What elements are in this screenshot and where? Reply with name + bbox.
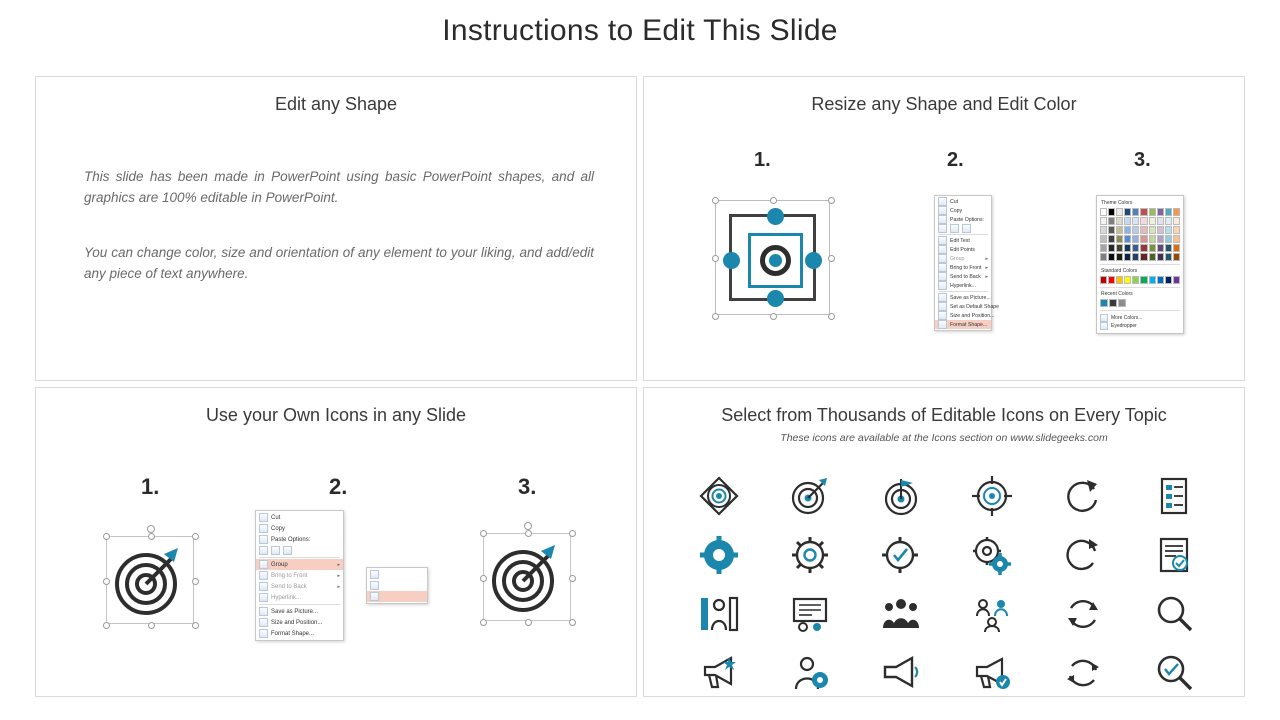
selection-handle[interactable] xyxy=(712,197,719,204)
copy-icon xyxy=(938,206,947,215)
color-swatch[interactable] xyxy=(1100,208,1107,216)
chevron-right-icon: ▸ xyxy=(337,572,340,579)
selection-handle[interactable] xyxy=(828,255,835,262)
color-swatch[interactable] xyxy=(1116,226,1123,234)
selection-bounding-box xyxy=(483,533,571,621)
paste-option-buttons[interactable] xyxy=(935,224,991,233)
standard-swatch-row[interactable] xyxy=(1100,276,1180,284)
edit-text-icon xyxy=(938,236,947,245)
menu-item-paste-options[interactable] xyxy=(256,534,343,545)
selection-handle[interactable] xyxy=(525,530,532,537)
color-swatch[interactable] xyxy=(1157,226,1164,234)
menu-item-label: Bring to Front xyxy=(271,572,308,579)
color-swatch[interactable] xyxy=(1124,253,1131,261)
recent-swatch-row[interactable] xyxy=(1100,299,1180,307)
color-swatch[interactable] xyxy=(1109,299,1117,307)
gear-solid-icon[interactable] xyxy=(697,533,741,577)
color-swatch[interactable] xyxy=(1108,226,1115,234)
refresh-cycle-icon[interactable] xyxy=(1061,651,1105,695)
panel-title-edit-shape: Edit any Shape xyxy=(274,94,398,114)
paste-option-icon xyxy=(271,546,280,555)
color-swatch[interactable] xyxy=(1116,276,1123,284)
paste-option-icon xyxy=(259,546,268,555)
menu-item-label: Format Shape... xyxy=(950,321,988,328)
eyedropper-label: Eyedropper xyxy=(1111,323,1137,329)
own-icons-step-2-number: 2. xyxy=(329,474,348,499)
selection-handle[interactable] xyxy=(569,530,576,537)
color-swatch[interactable] xyxy=(1157,244,1164,252)
menu-item-format-shape[interactable] xyxy=(256,628,343,639)
chevron-right-icon: ▸ xyxy=(337,561,340,568)
color-swatch[interactable] xyxy=(1165,253,1172,261)
selection-handle[interactable] xyxy=(480,530,487,537)
submenu-item-regroup[interactable] xyxy=(367,580,427,591)
menu-item-group[interactable] xyxy=(935,254,991,263)
menu-item-label: Cut xyxy=(271,514,281,521)
recent-colors-label: Recent Colors xyxy=(1101,291,1133,297)
color-swatch[interactable] xyxy=(1132,217,1139,225)
selection-handle[interactable] xyxy=(103,533,110,540)
color-swatch[interactable] xyxy=(1165,217,1172,225)
chevron-right-icon: ▸ xyxy=(985,273,988,280)
color-swatch[interactable] xyxy=(1165,244,1172,252)
color-swatch[interactable] xyxy=(1132,235,1139,243)
selection-bounding-box xyxy=(106,536,194,624)
color-swatch[interactable] xyxy=(1149,226,1156,234)
menu-item-cut[interactable] xyxy=(935,197,991,206)
menu-item-save-as-picture[interactable] xyxy=(935,293,991,302)
rotate-arrow-icon[interactable] xyxy=(1061,533,1105,577)
theme-colors-label: Theme Colors xyxy=(1101,200,1133,206)
color-swatch[interactable] xyxy=(1108,217,1115,225)
default-shape-icon xyxy=(938,302,947,311)
color-swatch[interactable] xyxy=(1132,208,1139,216)
color-swatch[interactable] xyxy=(1116,244,1123,252)
paste-icon xyxy=(938,215,947,224)
group-submenu[interactable] xyxy=(366,567,428,604)
format-shape-icon xyxy=(938,320,947,329)
icon-gallery-grid xyxy=(674,466,1219,702)
theme-tint-row[interactable] xyxy=(1100,226,1180,234)
selection-handle[interactable] xyxy=(828,197,835,204)
color-swatch[interactable] xyxy=(1132,244,1139,252)
cycle-arrows-icon[interactable] xyxy=(1061,592,1105,636)
team-meeting-icon[interactable] xyxy=(970,592,1014,636)
color-swatch[interactable] xyxy=(1116,253,1123,261)
puzzle-tab-icon xyxy=(767,290,784,307)
rotation-handle[interactable] xyxy=(147,525,155,533)
paste-icon xyxy=(259,535,268,544)
rotation-handle[interactable] xyxy=(524,522,532,530)
selection-handle[interactable] xyxy=(712,313,719,320)
presentation-board-icon[interactable] xyxy=(788,592,832,636)
menu-item-hyperlink[interactable] xyxy=(256,592,343,603)
menu-separator xyxy=(259,604,340,605)
color-swatch[interactable] xyxy=(1108,253,1115,261)
puzzle-tab-icon xyxy=(767,208,784,225)
megaphone-icon[interactable] xyxy=(879,651,923,695)
resize-step-3-number: 3. xyxy=(1134,149,1151,171)
chevron-right-icon: ▸ xyxy=(985,264,988,271)
panel-own-icons xyxy=(35,387,637,697)
selection-handle[interactable] xyxy=(103,622,110,629)
panel-subtitle-editable-icons: These icons are available at the Icons section on www.slidegeeks.com xyxy=(780,432,1108,444)
more-colors-icon xyxy=(1100,314,1108,322)
color-swatch[interactable] xyxy=(1124,226,1131,234)
color-swatch[interactable] xyxy=(1124,244,1131,252)
color-swatch[interactable] xyxy=(1173,253,1180,261)
color-swatch[interactable] xyxy=(1100,253,1107,261)
document-check-icon[interactable] xyxy=(1152,533,1196,577)
menu-item-label: Copy xyxy=(950,207,963,214)
menu-item-bring-to-front[interactable] xyxy=(256,570,343,581)
menu-item-label: Bring to Front xyxy=(950,264,982,271)
selection-handle[interactable] xyxy=(569,619,576,626)
theme-tint-row[interactable] xyxy=(1100,253,1180,261)
color-swatch[interactable] xyxy=(1124,217,1131,225)
color-swatch[interactable] xyxy=(1173,235,1180,243)
selection-handle[interactable] xyxy=(712,255,719,262)
selection-handle[interactable] xyxy=(192,578,199,585)
color-swatch[interactable] xyxy=(1173,226,1180,234)
color-swatch[interactable] xyxy=(1108,244,1115,252)
regroup-icon xyxy=(370,581,379,590)
color-swatch[interactable] xyxy=(1149,253,1156,261)
menu-item-hyperlink[interactable] xyxy=(935,281,991,290)
menu-item-size-and-position[interactable] xyxy=(256,617,343,628)
picker-separator xyxy=(1100,310,1180,311)
color-swatch[interactable] xyxy=(1140,226,1147,234)
menu-item-size-and-position[interactable] xyxy=(935,311,995,320)
menu-item-label: Hyperlink... xyxy=(950,282,976,289)
panel-title-resize-shape: Resize any Shape and Edit Color xyxy=(811,94,1077,114)
save-picture-icon xyxy=(259,607,268,616)
menu-item-label: Hyperlink... xyxy=(271,594,302,601)
color-swatch[interactable] xyxy=(1165,226,1172,234)
menu-item-label: Save as Picture... xyxy=(950,294,991,301)
color-swatch[interactable] xyxy=(1149,208,1156,216)
color-swatch[interactable] xyxy=(1124,276,1131,284)
cut-icon xyxy=(938,197,947,206)
color-swatch[interactable] xyxy=(1157,235,1164,243)
icon-context-menu[interactable] xyxy=(255,510,344,641)
picker-separator xyxy=(1100,264,1180,265)
puzzle-tab-icon xyxy=(723,252,740,269)
color-swatch[interactable] xyxy=(1149,244,1156,252)
panel-editable-icons xyxy=(643,387,1245,697)
ungroup-icon xyxy=(370,592,379,601)
cut-icon xyxy=(259,513,268,522)
crosshair-target-icon[interactable] xyxy=(970,474,1014,518)
bring-to-front-icon xyxy=(259,571,268,580)
theme-tint-row[interactable] xyxy=(1100,235,1180,243)
size-position-icon xyxy=(259,618,268,627)
color-swatch[interactable] xyxy=(1100,217,1107,225)
megaphone-alert-icon[interactable] xyxy=(970,651,1014,695)
menu-item-edit-points[interactable] xyxy=(935,245,991,254)
paste-option-icon xyxy=(283,546,292,555)
hyperlink-icon xyxy=(259,593,268,602)
resize-step-1-number: 1. xyxy=(754,149,771,171)
menu-item-copy[interactable] xyxy=(935,206,991,215)
magnifier-icon[interactable] xyxy=(1152,592,1196,636)
more-colors-item[interactable] xyxy=(1100,314,1180,322)
color-swatch[interactable] xyxy=(1132,276,1139,284)
menu-separator xyxy=(259,557,340,558)
color-swatch[interactable] xyxy=(1140,253,1147,261)
person-gear-icon[interactable] xyxy=(788,651,832,695)
send-to-back-icon xyxy=(259,582,268,591)
color-swatch[interactable] xyxy=(1100,235,1107,243)
menu-item-send-to-back[interactable] xyxy=(256,581,343,592)
menu-item-paste-options[interactable] xyxy=(935,215,991,224)
menu-item-set-default-shape[interactable] xyxy=(935,302,1000,311)
color-swatch[interactable] xyxy=(1165,235,1172,243)
menu-item-edit-text[interactable] xyxy=(935,236,991,245)
menu-item-bring-to-front[interactable] xyxy=(935,263,991,272)
color-swatch[interactable] xyxy=(1116,217,1123,225)
selection-handle[interactable] xyxy=(480,575,487,582)
color-swatch[interactable] xyxy=(1132,226,1139,234)
gears-pair-icon[interactable] xyxy=(970,533,1014,577)
target-icon-selected-right[interactable] xyxy=(483,533,571,621)
format-shape-icon xyxy=(259,629,268,638)
selection-handle[interactable] xyxy=(525,619,532,626)
color-swatch[interactable] xyxy=(1100,299,1108,307)
color-swatch[interactable] xyxy=(1149,235,1156,243)
puzzle-square-shape xyxy=(729,214,816,301)
selection-handle[interactable] xyxy=(192,533,199,540)
menu-item-label: Paste Options: xyxy=(271,536,311,543)
menu-item-label: Size and Position... xyxy=(271,619,323,626)
edit-shape-paragraph-2: You can change color, size and orientation of any element to your liking, and add/edit any piece of text anywhere. xyxy=(84,245,594,281)
color-swatch[interactable] xyxy=(1116,235,1123,243)
theme-swatch-row[interactable] xyxy=(1100,208,1180,216)
menu-item-label: Size and Position... xyxy=(950,312,995,319)
panel-resize-shape xyxy=(643,76,1245,381)
paste-option-icon xyxy=(938,224,947,233)
submenu-item-group[interactable] xyxy=(367,569,427,580)
edit-shape-paragraph-1: This slide has been made in PowerPoint using basic PowerPoint shapes, and all graphics are 100% editable in PowerPoint. xyxy=(84,169,594,205)
target-dart-icon[interactable] xyxy=(788,474,832,518)
menu-item-save-as-picture[interactable] xyxy=(256,606,343,617)
color-swatch[interactable] xyxy=(1100,244,1107,252)
panel-title-own-icons: Use your Own Icons in any Slide xyxy=(205,405,467,425)
paste-option-icon xyxy=(950,224,959,233)
chevron-right-icon: ▸ xyxy=(985,255,988,262)
menu-item-label: Save as Picture... xyxy=(271,608,319,615)
target-diamond-icon[interactable] xyxy=(697,474,741,518)
refresh-arrow-icon[interactable] xyxy=(1061,474,1105,518)
menu-separator xyxy=(938,291,988,292)
gear-outline-icon[interactable] xyxy=(788,533,832,577)
person-podium-icon[interactable] xyxy=(697,592,741,636)
group-icon xyxy=(370,570,379,579)
color-swatch[interactable] xyxy=(1108,208,1115,216)
menu-item-label: Copy xyxy=(271,525,286,532)
target-flag-icon[interactable] xyxy=(879,474,923,518)
menu-item-format-shape[interactable] xyxy=(935,320,991,329)
menu-item-cut[interactable] xyxy=(256,512,343,523)
color-swatch[interactable] xyxy=(1165,276,1172,284)
color-swatch[interactable] xyxy=(1140,217,1147,225)
menu-item-label: Set as Default Shape xyxy=(950,303,1000,310)
shape-context-menu[interactable] xyxy=(934,195,1000,331)
panel-edit-any-shape xyxy=(35,76,637,381)
size-position-icon xyxy=(938,311,947,320)
submenu-item-ungroup[interactable] xyxy=(367,591,427,602)
color-swatch[interactable] xyxy=(1100,276,1107,284)
target-icon-selected-left[interactable] xyxy=(106,536,194,624)
puzzle-tab-icon xyxy=(805,252,822,269)
bring-to-front-icon xyxy=(938,263,947,272)
selection-handle[interactable] xyxy=(569,575,576,582)
color-swatch[interactable] xyxy=(1124,208,1131,216)
color-swatch[interactable] xyxy=(1108,276,1115,284)
picker-separator xyxy=(1100,287,1180,288)
color-swatch[interactable] xyxy=(1157,253,1164,261)
theme-tint-row[interactable] xyxy=(1100,244,1180,252)
color-swatch[interactable] xyxy=(1173,244,1180,252)
color-swatch[interactable] xyxy=(1140,276,1147,284)
selection-handle[interactable] xyxy=(770,197,777,204)
selection-handle[interactable] xyxy=(770,313,777,320)
chevron-right-icon: ▸ xyxy=(337,583,340,590)
color-swatch[interactable] xyxy=(1140,244,1147,252)
own-icons-step-1-number: 1. xyxy=(141,474,160,499)
paste-option-icon xyxy=(962,224,971,233)
selected-shape-illustration[interactable] xyxy=(715,200,830,315)
color-swatch[interactable] xyxy=(1149,217,1156,225)
group-icon xyxy=(259,560,268,569)
document-list-icon[interactable] xyxy=(1152,474,1196,518)
ring-center-dot xyxy=(769,254,782,267)
menu-item-label: Send to Back xyxy=(271,583,307,590)
selection-handle[interactable] xyxy=(480,619,487,626)
color-swatch[interactable] xyxy=(1173,208,1180,216)
menu-item-label: Edit Points xyxy=(950,246,975,253)
menu-item-label: Format Shape... xyxy=(271,630,315,637)
menu-item-label: Edit Text xyxy=(950,237,970,244)
eyedropper-icon xyxy=(1100,322,1108,330)
own-icons-step-3-number: 3. xyxy=(518,474,537,499)
menu-item-label: Cut xyxy=(950,198,959,205)
color-swatch[interactable] xyxy=(1140,208,1147,216)
selection-handle[interactable] xyxy=(828,313,835,320)
menu-item-copy[interactable] xyxy=(256,523,343,534)
color-swatch[interactable] xyxy=(1173,217,1180,225)
resize-step-2-number: 2. xyxy=(947,149,964,171)
color-swatch[interactable] xyxy=(1173,276,1180,284)
color-swatch[interactable] xyxy=(1149,276,1156,284)
menu-item-label: Group xyxy=(271,561,288,568)
paste-option-buttons[interactable] xyxy=(256,545,343,556)
hyperlink-icon xyxy=(938,281,947,290)
color-swatch[interactable] xyxy=(1140,235,1147,243)
color-swatch[interactable] xyxy=(1157,217,1164,225)
color-swatch[interactable] xyxy=(1124,235,1131,243)
menu-item-send-to-back[interactable] xyxy=(935,272,991,281)
menu-item-label: Send to Back xyxy=(950,273,981,280)
color-swatch[interactable] xyxy=(1157,276,1164,284)
megaphone-star-icon[interactable] xyxy=(697,651,741,695)
selection-handle[interactable] xyxy=(148,622,155,629)
people-group-icon[interactable] xyxy=(879,592,923,636)
menu-item-label: Paste Options: xyxy=(950,216,985,223)
gear-check-icon[interactable] xyxy=(879,533,923,577)
copy-icon xyxy=(259,524,268,533)
color-swatch[interactable] xyxy=(1116,208,1123,216)
color-swatch[interactable] xyxy=(1165,208,1172,216)
theme-tint-row[interactable] xyxy=(1100,217,1180,225)
edit-points-icon xyxy=(938,245,947,254)
menu-item-group[interactable] xyxy=(256,559,343,570)
color-swatch[interactable] xyxy=(1100,226,1107,234)
selection-handle[interactable] xyxy=(148,533,155,540)
menu-item-label: Group xyxy=(950,255,965,262)
color-swatch[interactable] xyxy=(1132,253,1139,261)
eyedropper-item[interactable] xyxy=(1100,322,1180,330)
standard-colors-label: Standard Colors xyxy=(1101,268,1138,274)
color-picker-dropdown[interactable] xyxy=(1096,195,1184,334)
save-picture-icon xyxy=(938,293,947,302)
menu-separator xyxy=(938,234,988,235)
selection-handle[interactable] xyxy=(192,622,199,629)
selection-handle[interactable] xyxy=(103,578,110,585)
color-swatch[interactable] xyxy=(1108,235,1115,243)
group-icon xyxy=(938,254,947,263)
color-swatch[interactable] xyxy=(1157,208,1164,216)
magnifier-check-icon[interactable] xyxy=(1152,651,1196,695)
more-colors-label: More Colors... xyxy=(1111,315,1143,321)
send-to-back-icon xyxy=(938,272,947,281)
panel-title-editable-icons: Select from Thousands of Editable Icons on Every Topic xyxy=(721,405,1167,425)
page-title: Instructions to Edit This Slide xyxy=(442,14,838,47)
color-swatch[interactable] xyxy=(1118,299,1126,307)
